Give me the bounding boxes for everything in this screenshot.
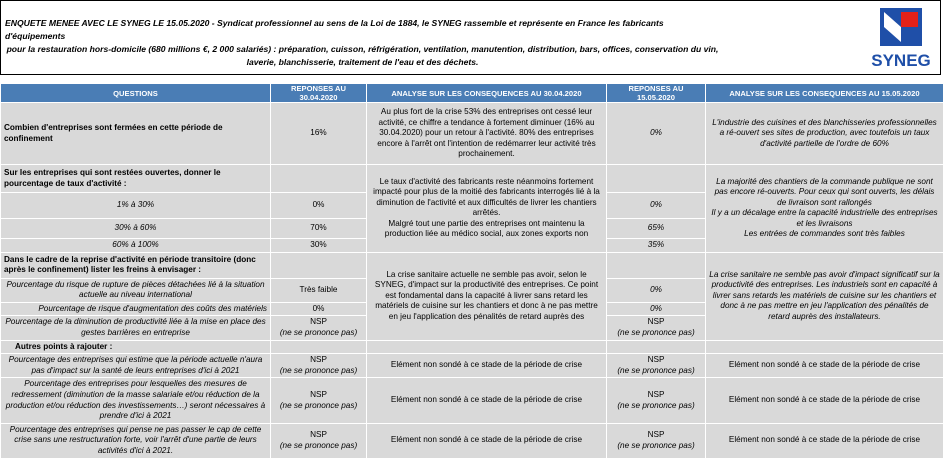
response-cell: 16% [271,103,367,165]
response-cell: 0% [607,302,706,316]
question-cell: Pourcentage du risque de rupture de pièces détachées lié à la situation actuelle au niveau international [1,278,271,302]
col-responses-1505: REPONSES AU 15.05.2020 [607,84,706,103]
question-cell: Sur les entreprises qui sont restées ouvertes, donner le pourcentage de taux d'activité : [1,165,271,193]
response-note: (ne se prononce pas) [279,327,358,337]
col-questions: QUESTIONS [1,84,271,103]
table-header-row [1,84,943,103]
analysis-cell: Elément non sondé à ce stade de la période de crise [367,423,607,458]
response-value: NSP [647,430,665,440]
table-row [1,252,943,278]
question-cell: Dans le cadre de la reprise d'activité en période transitoire (donc après le confinement) lister les freins à envisager : [1,252,271,278]
empty-cell [706,340,943,354]
empty-cell [607,340,706,354]
empty-cell [271,340,367,354]
response-cell: 0% [607,103,706,165]
empty-cell [271,165,367,193]
question-cell: Pourcentage de la diminution de productivité liée à la mise en place des gestes barrières en entreprise [1,316,271,340]
col-analysis-1505: ANALYSE SUR LES CONSEQUENCES AU 15.05.2020 [706,84,943,103]
question-cell: 30% à 60% [1,219,271,239]
header-intro [5,17,720,69]
analysis-cell: Elément non sondé à ce stade de la période de crise [706,354,943,378]
response-value: NSP [647,317,665,327]
analysis-cell: Elément non sondé à ce stade de la période de crise [706,423,943,458]
response-note: (ne se prononce pas) [617,327,695,337]
empty-cell [271,252,367,278]
analysis-cell: L'industrie des cuisines et des blanchisseries professionnelles a ré-ouvert ses sites de production, avec toutefois un taux d'activité partielle de l'ordre de 60% [706,103,943,165]
analysis-paragraph: Il y a un décalage entre la capacité industrielle des entreprises et les livraisons [711,208,938,228]
response-cell [271,354,367,378]
header-line-1: ENQUETE MENEE AVEC LE SYNEG LE 15.05.2020 - Syndicat professionnel au sens de la Loi de 1884, le SYNEG rassemble et représente en France les fabricants d'équipements [5,18,664,41]
response-cell: 30% [271,239,367,253]
logo-text: SYNEG [871,51,931,70]
analysis-cell: Elément non sondé à ce stade de la période de crise [706,378,943,423]
analysis-paragraph: Le taux d'activité des fabricants reste néanmoins fortement impacté pour plus de la moitié des fabricants interrogés lié à la diminution de l'activité et aux difficultés de livrer les chantiers arrêtés. [373,176,600,218]
response-cell: 0% [271,193,367,219]
response-note: (ne se prononce pas) [617,400,695,410]
analysis-paragraph: La majorité des chantiers de la commande publique ne sont pas encore ré-ouverts. Pour ceux qui sont ouverts, les délais de livraison sont rallongés [714,176,935,207]
header-line-3: laverie, blanchisserie, traitement de l'eau et des déchets. [246,57,479,67]
response-value: NSP [310,389,327,399]
question-cell: 60% à 100% [1,239,271,253]
question-cell: Pourcentage des entreprises qui pense ne pas passer le cap de cette crise sans une restructuration forte, voir l'arrêt d'une partie de leurs activités d'ici à 2021. [1,423,271,458]
response-cell [607,316,706,340]
response-cell: 35% [607,239,706,253]
header-line-2: pour la restauration hors-domicile (680 millions €, 2 000 salariés) : préparation, cuisson, réfrigération, ventilation, manutention, distribution, bars, offices, conservation du vin, [6,44,719,54]
question-cell: 1% à 30% [1,193,271,219]
analysis-cell: Au plus fort de la crise 53% des entreprises ont cessé leur activité, ce chiffre a tendance à fortement diminuer (16% au 30.04.2020) pour un retour à l'activité. 80% des entreprises encore à l'arrêt ont l'intention de redémarrer leur activité très prochainement. [367,103,607,165]
table-row [1,378,943,423]
response-cell [607,423,706,458]
response-value: NSP [310,430,327,440]
document-header [0,0,941,75]
question-cell: Pourcentage de risque d'augmentation des coûts des matériels [1,302,271,316]
response-cell [607,354,706,378]
empty-cell [367,340,607,354]
response-cell: 70% [271,219,367,239]
response-cell [271,378,367,423]
table-row [1,340,943,354]
response-note: (ne se prononce pas) [279,365,358,375]
response-cell [271,316,367,340]
response-cell: 65% [607,219,706,239]
table-row [1,354,943,378]
analysis-cell: La crise sanitaire actuelle ne semble pas avoir, selon le SYNEG, d'impact sur la productivité des entreprises. Ce point est fondamental dans la capacité à livrer sans retard les matériels de cuisine sur les chantiers et donc à ne pas mettre en jeu l'application des pénalités de retard auprès des [367,252,607,340]
empty-cell [607,165,706,193]
response-value: NSP [647,355,665,365]
empty-cell [607,252,706,278]
response-note: (ne se prononce pas) [617,365,695,375]
question-cell: Combien d'entreprises sont fermées en cette période de confinement [1,103,271,165]
question-cell: Pourcentage des entreprises pour lesquelles des mesures de redressement (diminution de la masse salariale et/ou réduction de la production et/ou réduction des investissements…) seront nécessaires à prendre d'ici à 2021 [1,378,271,423]
response-cell: 0% [607,278,706,302]
response-value: NSP [310,317,327,327]
analysis-cell: La crise sanitaire ne semble pas avoir d'impact significatif sur la productivité des entreprises. Les industriels sont en capacité à livrer sans retards les matériels de cuisine sur les chantiers et donc à ne pas mettre en jeu l'application des pénalités de retard auprès des installateurs. [706,252,943,340]
col-responses-3004: REPONSES AU 30.04.2020 [271,84,367,103]
survey-table [0,83,943,459]
response-note: (ne se prononce pas) [279,400,358,410]
response-value: NSP [647,389,665,399]
response-cell: 0% [607,193,706,219]
analysis-cell [706,165,943,253]
analysis-paragraph: Les entrées de commandes sont très faibles [744,229,905,239]
syneg-logo [870,6,932,70]
table-row [1,165,943,193]
col-analysis-3004: ANALYSE SUR LES CONSEQUENCES AU 30.04.2020 [367,84,607,103]
analysis-paragraph: Malgré tout une partie des entreprises ont maintenu la production liée au médico social, aux zones exports non [384,218,589,239]
response-note: (ne se prononce pas) [617,440,695,450]
analysis-cell [367,165,607,253]
analysis-cell: Elément non sondé à ce stade de la période de crise [367,378,607,423]
response-cell [607,378,706,423]
table-row [1,423,943,458]
response-note: (ne se prononce pas) [279,440,358,450]
response-cell [271,423,367,458]
response-cell: Très faible [271,278,367,302]
question-cell: Pourcentage des entreprises qui estime que la période actuelle n'aura pas d'impact sur la santé de leurs entreprises d'ici à 2021 [1,354,271,378]
analysis-cell: Elément non sondé à ce stade de la période de crise [367,354,607,378]
question-cell: Autres points à rajouter : [1,340,271,354]
table-row [1,103,943,165]
response-cell: 0% [271,302,367,316]
response-value: NSP [310,355,327,365]
